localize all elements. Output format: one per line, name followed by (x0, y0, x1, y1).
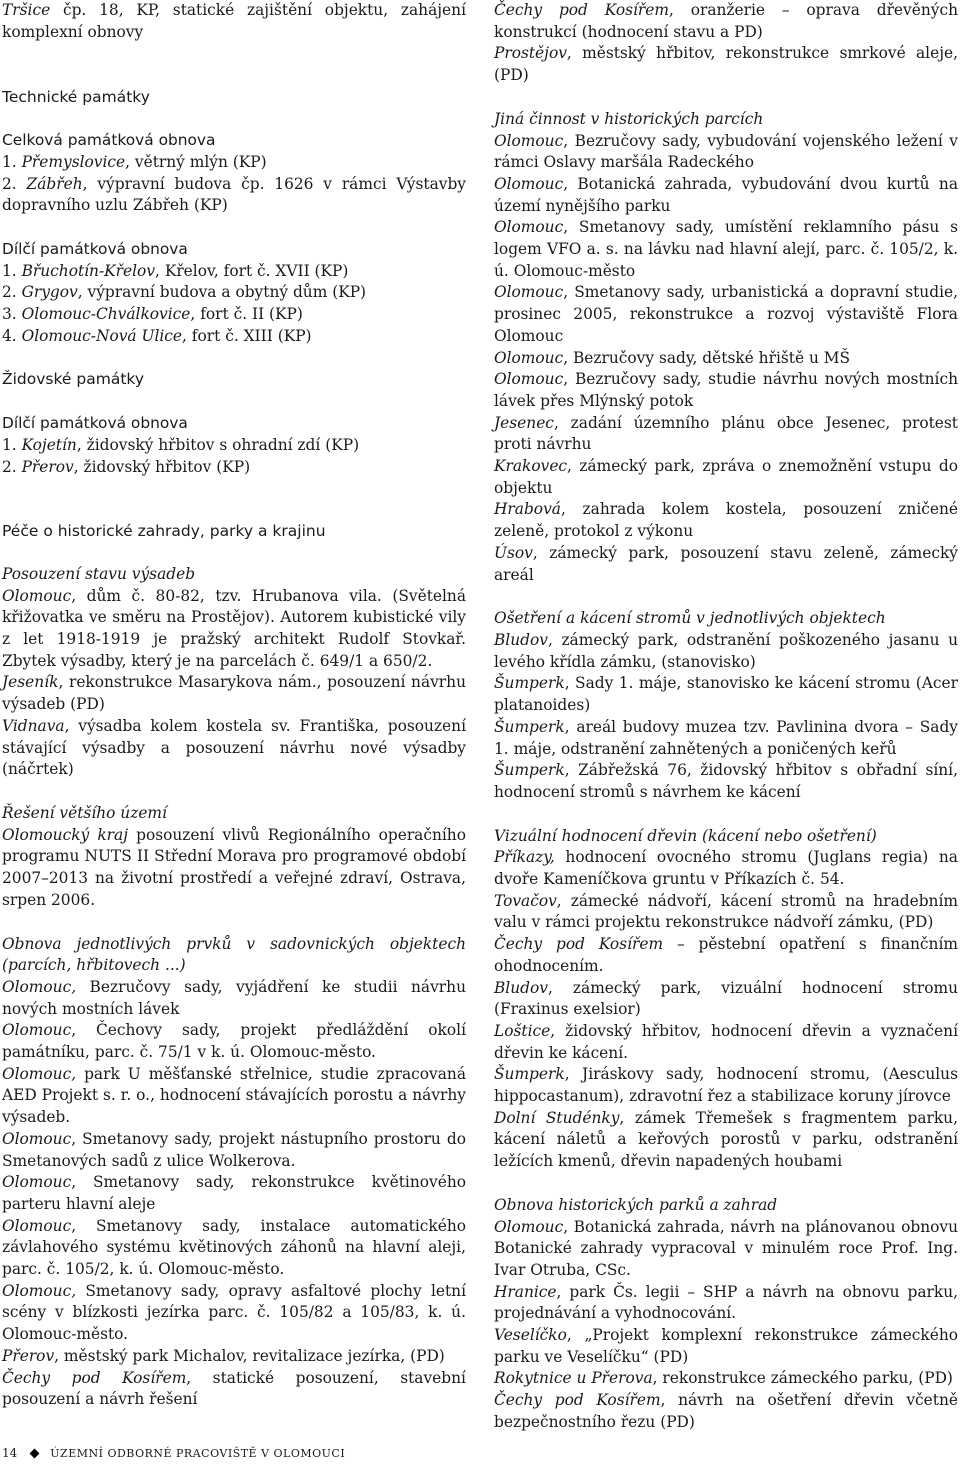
right-column (494, 0, 958, 1434)
entry: Dolní Studénky, zámek Třemešek s fragmentem parku, kácení náletů a keřových porostů v parku, odstranění ležících kmenů, dřevin napadených houbami (494, 1108, 958, 1171)
footer-text: ÚZEMNÍ ODBORNÉ PRACOVIŠTĚ V OLOMOUCI (50, 1446, 346, 1460)
entry: Olomouc, Bezručovy sady, vyjádření ke studii návrhu nových mostních lávek (2, 977, 466, 1018)
list-item: 3. Olomouc-Chválkovice, fort č. II (KP) (2, 305, 303, 324)
entry: Olomouc, Bezručovy sady, dětské hřiště u MŠ (494, 348, 851, 367)
subheading-celkova: Celková památková obnova (2, 131, 216, 150)
subheading-jina: Jiná činnost v historických parcích (494, 109, 764, 128)
entry: Olomouc, Čechovy sady, projekt předláždění okolí památníku, parc. č. 75/1 v k. ú. Olomouc-město. (2, 1021, 466, 1062)
page-footer (2, 1446, 345, 1460)
place-name: Tršice (2, 1, 51, 19)
subheading-obnova: Obnova jednotlivých prvků v sadovnických objektech (parcích, hřbitovech ...) (2, 934, 466, 975)
subheading-posouzeni: Posouzení stavu výsadeb (2, 564, 196, 583)
subheading-obnova-hist: Obnova historických parků a zahrad (494, 1195, 778, 1214)
entry: Olomouc, park U měšťanské střelnice, studie zpracovaná AED Projekt s. r. o., hodnocení stávajících porostu a návrhy výsadeb. (2, 1064, 466, 1127)
entry: Olomouc, Smetanovy sady, urbanistická a dopravní studie, prosinec 2005, rekonstrukce a rozvoj výstaviště Flora Olomouc (494, 283, 958, 345)
entry: Bludov, zámecký park, odstranění poškozeného jasanu u levého křídla zámku, (stanovisko) (494, 630, 958, 671)
entry: Olomouc, Botanická zahrada, vybudování dvou kurtů na území nynějšího parku (494, 174, 958, 215)
entry-trsice (2, 0, 466, 43)
entry: Příkazy, hodnocení ovocného stromu (Juglans regia) na dvoře Kameníčkova gruntu v Příkazích č. 54. (494, 848, 958, 889)
entry: Čechy pod Kosířem, návrh na ošetření dřevin včetně bezpečnostního řezu (PD) (494, 1391, 958, 1431)
subheading-reseni: Řešení většího území (2, 803, 167, 822)
entry: Olomouc, Smetanovy sady, umístění reklamního pásu s logem VFO a. s. na lávku nad hlavní alejí, parc. č. 105/2, k. ú. Olomouc-město (494, 218, 958, 280)
entry: Hranice, park Čs. legii – SHP a návrh na obnovu parku, projednávání a vyhodnocování. (494, 1282, 958, 1323)
entry: Šumperk, Jiráskovy sady, hodnocení stromu, (Aesculus hippocastanum), zdravotní řez a stabilizace koruny jírovce (494, 1065, 958, 1106)
entry: Hrabová, zahrada kolem kostela, posouzení zničené zeleně, protokol z výkonu (494, 500, 958, 541)
list-item: 1. Kojetín, židovský hřbitov s ohradní zdí (KP) (2, 435, 360, 454)
entry: Loštice, židovský hřbitov, hodnocení dřevin a vyznačení dřevin ke kácení. (494, 1021, 958, 1062)
subheading-osetreni: Ošetření a kácení stromů v jednotlivých objektech (494, 609, 886, 628)
heading-zidovske: Židovské památky (2, 370, 144, 389)
entry: Olomouc, Bezručovy sady, studie návrhu nových mostních lávek přes Mlýnský potok (494, 370, 958, 410)
entry: Bludov, zámecký park, vizuální hodnocení stromu (Fraxinus exelsior) (494, 978, 958, 1019)
list-item: 4. Olomouc-Nová Ulice, fort č. XIII (KP) (2, 326, 312, 345)
entry: Olomouc, Botanická zahrada, návrh na plánovanou obnovu Botanické zahrady vypracoval v minulém roce Prof. Ing. Ivar Otruba, CSc. (494, 1217, 958, 1279)
entry: Šumperk, Zábřežská 76, židovský hřbitov s obřadní síní, hodnocení stromů s návrhem ke kácení (494, 761, 958, 801)
entry: Čechy pod Kosířem, statické posouzení, stavební posouzení a návrh řešení (2, 1368, 466, 1409)
entry: Čechy pod Kosířem, oranžerie – oprava dřevěných konstrukcí (hodnocení stavu a PD) (494, 1, 958, 41)
list-item: 2. Přerov, židovský hřbitov (KP) (2, 457, 251, 476)
entry: Olomouc, Bezručovy sady, vybudování vojenského ležení v rámci Oslavy maršála Radeckého (494, 131, 958, 172)
entry: Olomouc, Smetanovy sady, projekt nástupního prostoru do Smetanových sadů z ulice Wolkerova. (2, 1129, 466, 1170)
entry: Rokytnice u Přerova, rekonstrukce zámeckého parku, (PD) (494, 1369, 953, 1388)
entry: Krakovec, zámecký park, zpráva o znemožnění vstupu do objektu (494, 457, 958, 497)
entry: Veselíčko, „Projekt komplexní rekonstrukce zámeckého parku ve Veselíčku“ (PD) (494, 1326, 958, 1366)
entry: Úsov, zámecký park, posouzení stavu zeleně, zámecký areál (494, 543, 958, 584)
list-item: 2. Grygov, výpravní budova a obytný dům (KP) (2, 283, 367, 302)
entry-text: čp. 18, KP, statické zajištění objektu, zahájení komplexní obnovy (2, 1, 466, 41)
entry: Tovačov, zámecké nádvoří, kácení stromů na hradebním valu v rámci projektu rekonstrukce nádvoří zámku, (PD) (494, 891, 958, 932)
heading-technicke: Technické památky (2, 88, 150, 107)
diamond-icon (30, 1448, 40, 1458)
entry: Olomouc, dům č. 80-82, tzv. Hrubanova vila. (Světelná křižovatka ve směru na Prostějov). Autorem kubistické vily z let 1918-1919 je pražský architekt Rudolf Stovkař. Zbytek výsadby, který je na parcelách č. 649/1 a 650/2. (2, 586, 466, 670)
subheading-dilci: Dílčí památková obnova (2, 239, 188, 258)
entry: Šumperk, areál budovy muzea tzv. Pavlinina dvora – Sady 1. máje, odstranění zahnětených a poničených keřů (494, 717, 958, 758)
list-item: 1. Přemyslovice, větrný mlýn (KP) (2, 152, 267, 171)
left-column (2, 0, 466, 1411)
entry: Přerov, městský park Michalov, revitalizace jezírka, (PD) (2, 1346, 445, 1365)
list-item: 1. Břuchotín-Křelov, Křelov, fort č. XVII (KP) (2, 261, 349, 280)
entry: Jeseník, rekonstrukce Masarykova nám., posouzení návrhu výsadeb (PD) (2, 673, 466, 714)
entry: Jesenec, zadání územního plánu obce Jesenec, protest proti návrhu (494, 413, 958, 454)
subheading-dilci: Dílčí památková obnova (2, 414, 188, 433)
page-number: 14 (2, 1446, 18, 1460)
entry: Vidnava, výsadba kolem kostela sv. Františka, posouzení stávající výsadby a posouzení návrhu nové výsadby (náčrtek) (2, 716, 466, 779)
entry: Šumperk, Sady 1. máje, stanovisko ke kácení stromu (Acer platanoides) (494, 674, 958, 715)
entry: Olomoucký kraj posouzení vlivů Regionálního operačního programu NUTS II Střední Morava pro programové období 2007–2013 na životní prostředí a veřejné zdraví, Ostrava, srpen 2006. (2, 825, 466, 909)
entry: Olomouc, Smetanovy sady, opravy asfaltové plochy letní scény v blízkosti jezírka parc. č. 105/82 a 105/83, k. ú. Olomouc-město. (2, 1281, 466, 1344)
entry: Prostějov, městský hřbitov, rekonstrukce smrkové aleje, (PD) (494, 44, 958, 85)
heading-pece: Péče o historické zahrady, parky a krajinu (2, 522, 326, 541)
entry: Olomouc, Smetanovy sady, rekonstrukce květinového parteru hlavní aleje (2, 1173, 466, 1213)
entry: Olomouc, Smetanovy sady, instalace automatického závlahového systému květinových záhonů na hlavní aleji, parc. č. 105/2, k. ú. Olomouc-město. (2, 1216, 466, 1279)
subheading-vizualni: Vizuální hodnocení dřevin (kácení nebo ošetření) (494, 826, 877, 845)
entry: Čechy pod Kosířem – pěstební opatření s finančním ohodnocením. (494, 935, 958, 975)
list-item: 2. Zábřeh, výpravní budova čp. 1626 v rámci Výstavby dopravního uzlu Zábřeh (KP) (2, 174, 467, 215)
